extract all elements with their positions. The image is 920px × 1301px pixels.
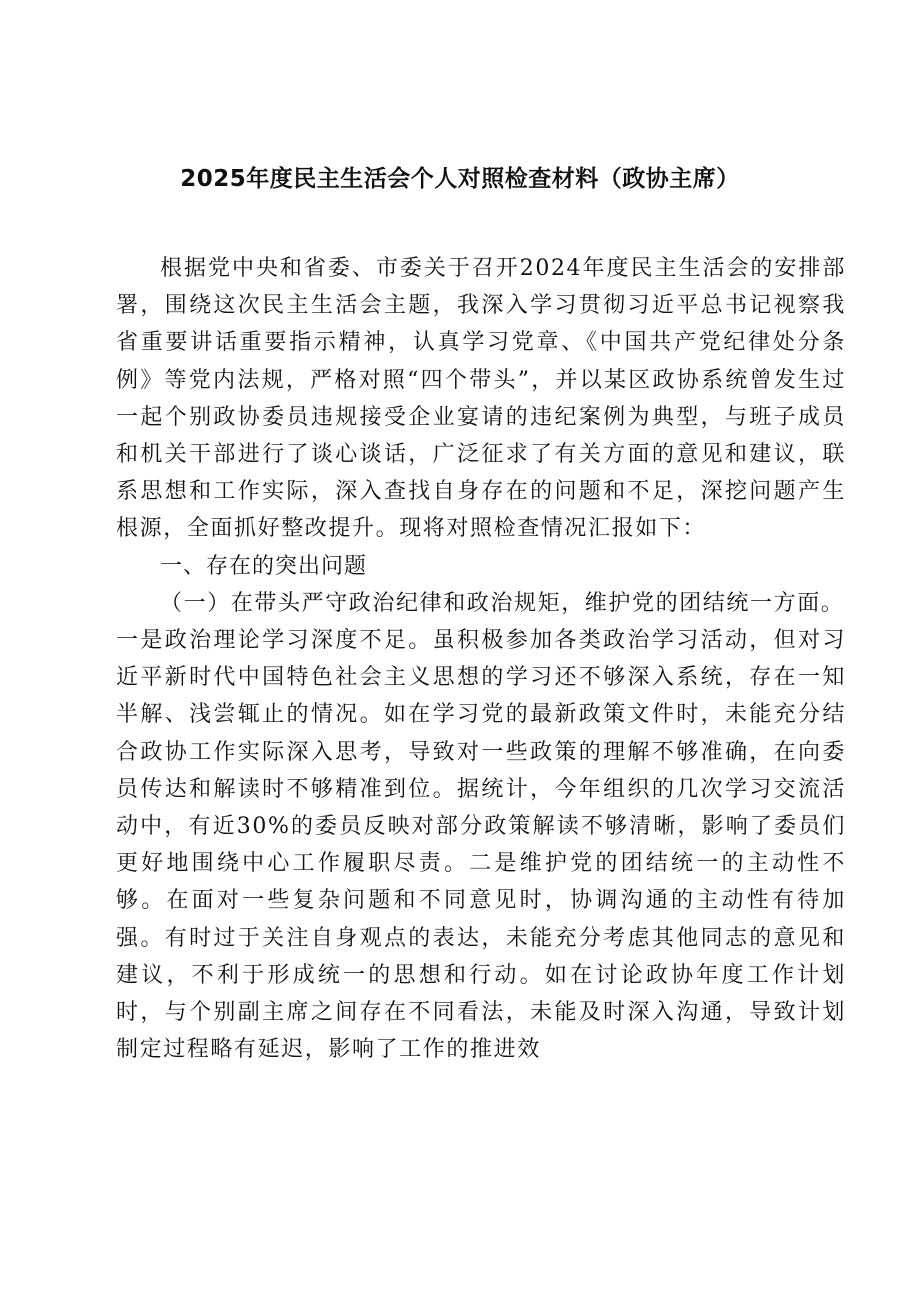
- intro-paragraph: 根据党中央和省委、市委关于召开2024年度民主生活会的安排部署，围绕这次民主生活会主题，我深入学习贯彻习近平总书记视察我省重要讲话重要指示精神，认真学习党章、《中国共产党纪律处分条例》等党内法规，严格对照“四个带头”，并以某区政协系统曾发生过一起个别政协委员违规接受企业宴请的违纪案例为典型，与班子成员和机关干部进行了谈心谈话，广泛征求了有关方面的意见和建议，联系思想和工作实际，深入查找自身存在的问题和不足，深挖问题产生根源，全面抓好整改提升。现将对照检查情况汇报如下：: [116, 256, 846, 542]
- section-heading-problems: 一、存在的突出问题: [160, 553, 368, 579]
- document-title: 2025年度民主生活会个人对照检查材料（政协主席）: [180, 166, 740, 192]
- document-body: [116, 250, 846, 1068]
- subsection-heading-political-discipline: （一）在带头严守政治纪律和政治规矩，维护党的团结统一方面。: [160, 590, 845, 616]
- subsection-body-paragraph: 一是政治理论学习深度不足。虽积极参加各类政治学习活动，但对习近平新时代中国特色社会主义思想的学习还不够深入系统，存在一知半解、浅尝辄止的情况。如在学习党的最新政策文件时，未能充分结合政协工作实际深入思考，导致对一些政策的理解不够准确，在向委员传达和解读时不够精准到位。据统计，今年组织的几次学习交流活动中，有近30%的委员反映对部分政策解读不够清晰，影响了委员们更好地围绕中心工作履职尽责。二是维护党的团结统一的主动性不够。在面对一些复杂问题和不同意见时，协调沟通的主动性有待加强。有时过于关注自身观点的表达，未能充分考虑其他同志的意见和建议，不利于形成统一的思想和行动。如在讨论政协年度工作计划时，与个别副主席之间存在不同看法，未能及时深入沟通，导致计划制定过程略有延迟，影响了工作的推进效: [116, 628, 846, 1063]
